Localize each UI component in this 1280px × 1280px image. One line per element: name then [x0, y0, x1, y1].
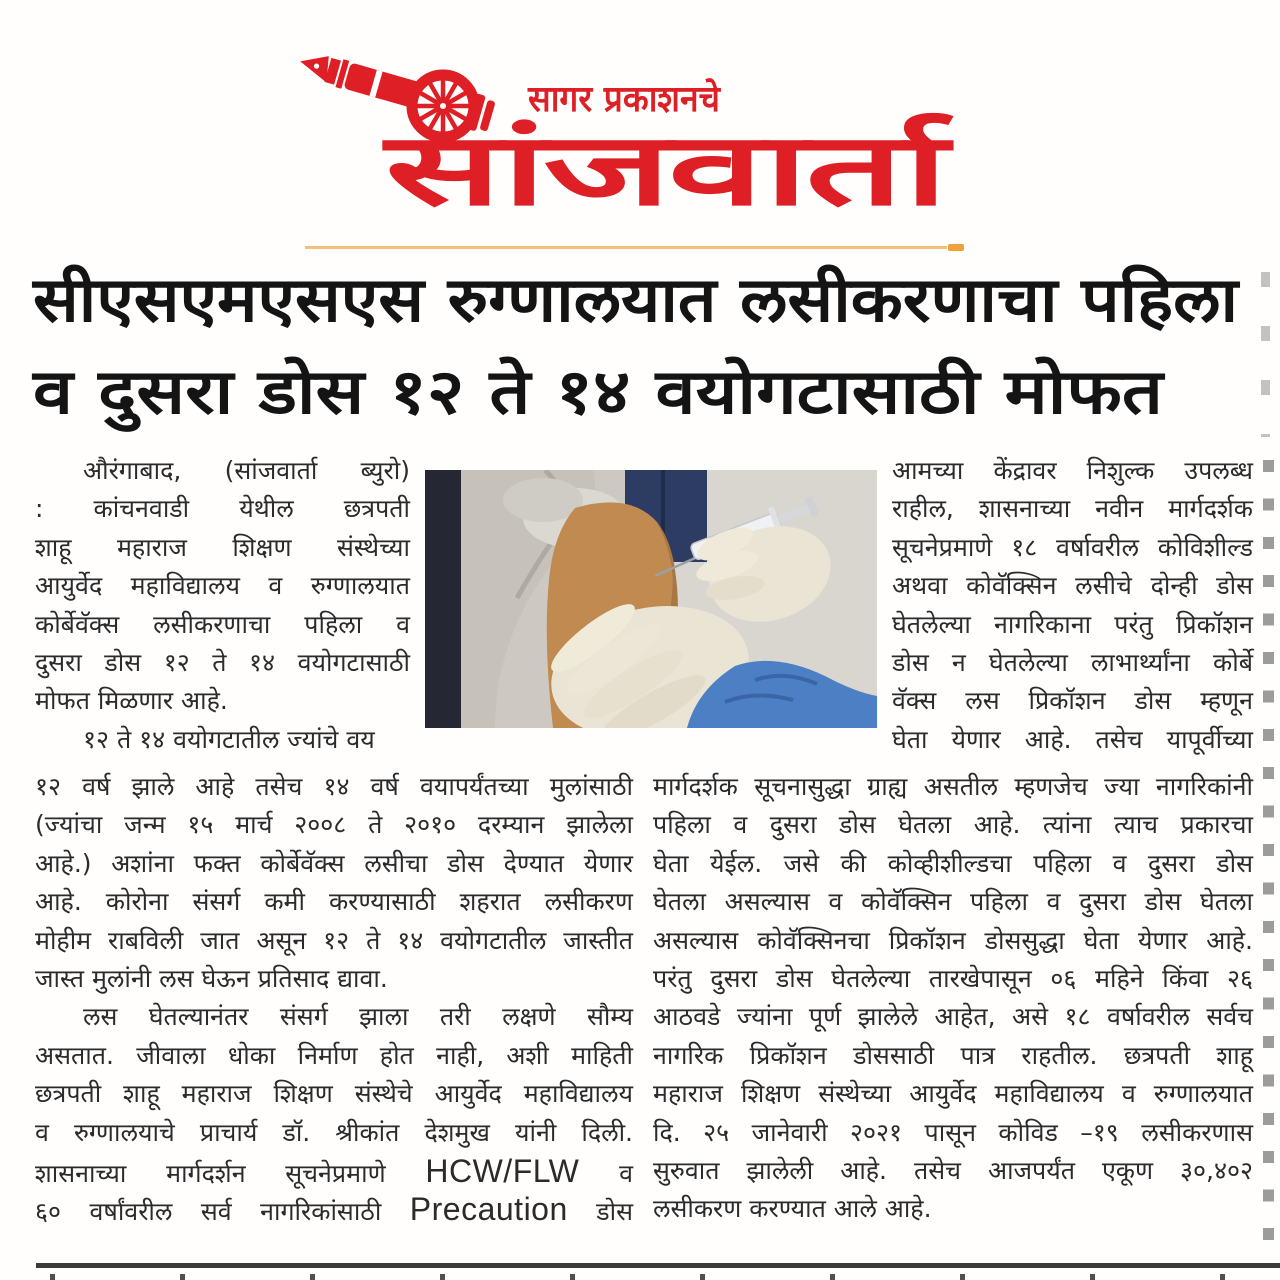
left-column-narrow [35, 452, 410, 759]
article-line: आमच्या केंद्रावर निशुल्क उपलब्ध [892, 456, 1253, 485]
article-line: आहे.) अशांना फक्त कोर्बेवॅक्स लसीचा डोस देण्यात येणार [35, 848, 633, 878]
article-line: मोहीम राबविली जात असून १२ ते १४ वयोगटातील जास्तीत [35, 925, 633, 955]
article-line: सुरुवात झालेली आहे. तसेच आजपर्यंत एकूण ३०,४०२ [653, 1155, 1253, 1185]
article-line: घेतलेल्या नागरिकाना परंतु प्रिकॉशन [892, 609, 1253, 639]
article-line: कोर्बेवॅक्स लसीकरणाचा पहिला व [35, 609, 410, 639]
article-line-segment: ६० वर्षांवरील सर्व नागरिकांसाठी [35, 1197, 410, 1227]
next-section-text-fragments [50, 1274, 1250, 1280]
article-line: औरंगाबाद, (सांजवार्ता ब्युरो) [83, 456, 410, 485]
article-line: आठवडे ज्यांना पूर्ण झालेले आहेत, असे १८ वर्षावरील सर्वच [653, 1002, 1253, 1032]
masthead [0, 0, 1280, 255]
article-line: लसीकरण करण्यात आले आहे. [653, 1194, 932, 1224]
article-line: व रुग्णालयाचे प्राचार्य डॉ. श्रीकांत देशमुख यांनी दिली. [35, 1117, 633, 1147]
article-line: मोफत मिळणार आहे. [35, 686, 228, 716]
article-line: असतात. जीवाला धोका निर्माण होत नाही, अशी माहिती [35, 1040, 633, 1070]
article-line: घेता येईल. जसे की कोव्हीशील्डचा पहिला व दुसरा डोस [653, 848, 1253, 878]
article-line: पहिला व दुसरा डोस घेतला आहे. त्यांना त्याच प्रकारचा [653, 810, 1253, 840]
latin-text: HCW/FLW [425, 1152, 580, 1189]
article-line: १२ वर्ष झाले आहे तसेच १४ वर्ष वयापर्यंतच्या मुलांसाठी [35, 772, 633, 801]
article-line: डोस न घेतलेल्या लाभार्थ्यांना कोर्बे [892, 647, 1253, 677]
headline [33, 254, 1238, 438]
adjacent-column-fragments [1263, 460, 1274, 1242]
article-line: घेतला असल्यास व कोवॅक्सिन पहिला व दुसरा डोस घेतला [653, 887, 1253, 917]
newspaper-logo: सांजवार्ता [385, 111, 945, 228]
article-line: राहील, शासनाच्या नवीन मार्गदर्शक [892, 494, 1253, 524]
article-line: (ज्यांचा जन्म १५ मार्च २००८ ते २०१० दरम्यान झालेला [35, 810, 633, 840]
masthead-rule-dash [948, 244, 964, 251]
masthead-rule [305, 246, 947, 249]
article-line: १२ ते १४ वयोगटातील ज्यांचे वय [83, 724, 375, 754]
article-line: लस घेतल्यानंतर संसर्ग झाला तरी लक्षणे सौम्य [83, 1002, 633, 1032]
article-line: सूचनेप्रमाणे १८ वर्षावरील कोविशील्ड [892, 532, 1253, 562]
article-line: नागरिक प्रिकॉशन डोससाठी पात्र राहतील. छत्रपती शाहू [653, 1040, 1253, 1070]
adjacent-column-fragments-top [1261, 272, 1270, 437]
article-line: आयुर्वेद महाविद्यालय व रुग्णालयात [35, 571, 410, 601]
article-line-segment: शासनाच्या मार्गदर्शन सूचनेप्रमाणे [35, 1158, 426, 1188]
article-line: घेता येणार आहे. तसेच यापूर्वीच्या [892, 724, 1253, 754]
article-line-segment: व [579, 1158, 633, 1188]
article-line-precaution [35, 1190, 633, 1228]
article-line: आहे. कोरोना संसर्ग कमी करण्यासाठी शहरात लसीकरण [35, 887, 633, 917]
article-line: जास्त मुलांनी लस घेऊन प्रतिसाद द्यावा. [35, 963, 388, 993]
left-column-wide [35, 768, 633, 1229]
article-line: असल्यास कोवॅक्सिनचा प्रिकॉशन डोससुद्धा घेता येणार आहे. [653, 925, 1253, 955]
right-column-wide [653, 768, 1253, 1229]
article-line-segment: डोस [567, 1197, 633, 1227]
latin-text: Precaution [409, 1191, 568, 1228]
article-line: वॅक्स लस प्रिकॉशन डोस म्हणून [892, 686, 1253, 716]
article-line: छत्रपती शाहू महाराज शिक्षण संस्थेचे आयुर्वेद महाविद्यालय [35, 1079, 633, 1109]
right-column-narrow [892, 452, 1253, 759]
article-line: : कांचनवाडी येथील छत्रपती [35, 494, 410, 524]
headline-line-2: व दुसरा डोस १२ ते १४ वयोगटासाठी मोफत [33, 355, 1163, 428]
article-line: शाहू महाराज शिक्षण संस्थेच्या [35, 532, 410, 562]
article-line: दुसरा डोस १२ ते १४ वयोगटासाठी [35, 647, 410, 677]
article-line: दि. २५ जानेवारी २०२१ पासून कोविड –१९ लसीकरणास [653, 1117, 1253, 1147]
article-line: परंतु दुसरा डोस घेतलेल्या तारखेपासून ०६ महिने किंवा २६ [653, 963, 1253, 993]
vaccination-photo [425, 470, 877, 728]
article-line: मार्गदर्शक सूचनासुद्धा ग्राह्य असतील म्हणजेच ज्या नागरिकांनी [653, 772, 1253, 801]
article-line: अथवा कोवॅक्सिन लसीचे दोन्ही डोस [892, 571, 1253, 601]
headline-line-1: सीएसएमएसएस रुग्णालयात लसीकरणाचा पहिला [33, 263, 1238, 336]
article-line: महाराज शिक्षण संस्थेच्या आयुर्वेद महाविद्यालय व रुग्णालयात [653, 1079, 1253, 1109]
article-line-hcw [35, 1152, 633, 1190]
vaccination-photo-graphic [425, 470, 877, 728]
publisher-tagline: सागर प्रकाशनचे [528, 79, 720, 120]
bottom-section-divider [36, 1263, 1280, 1268]
